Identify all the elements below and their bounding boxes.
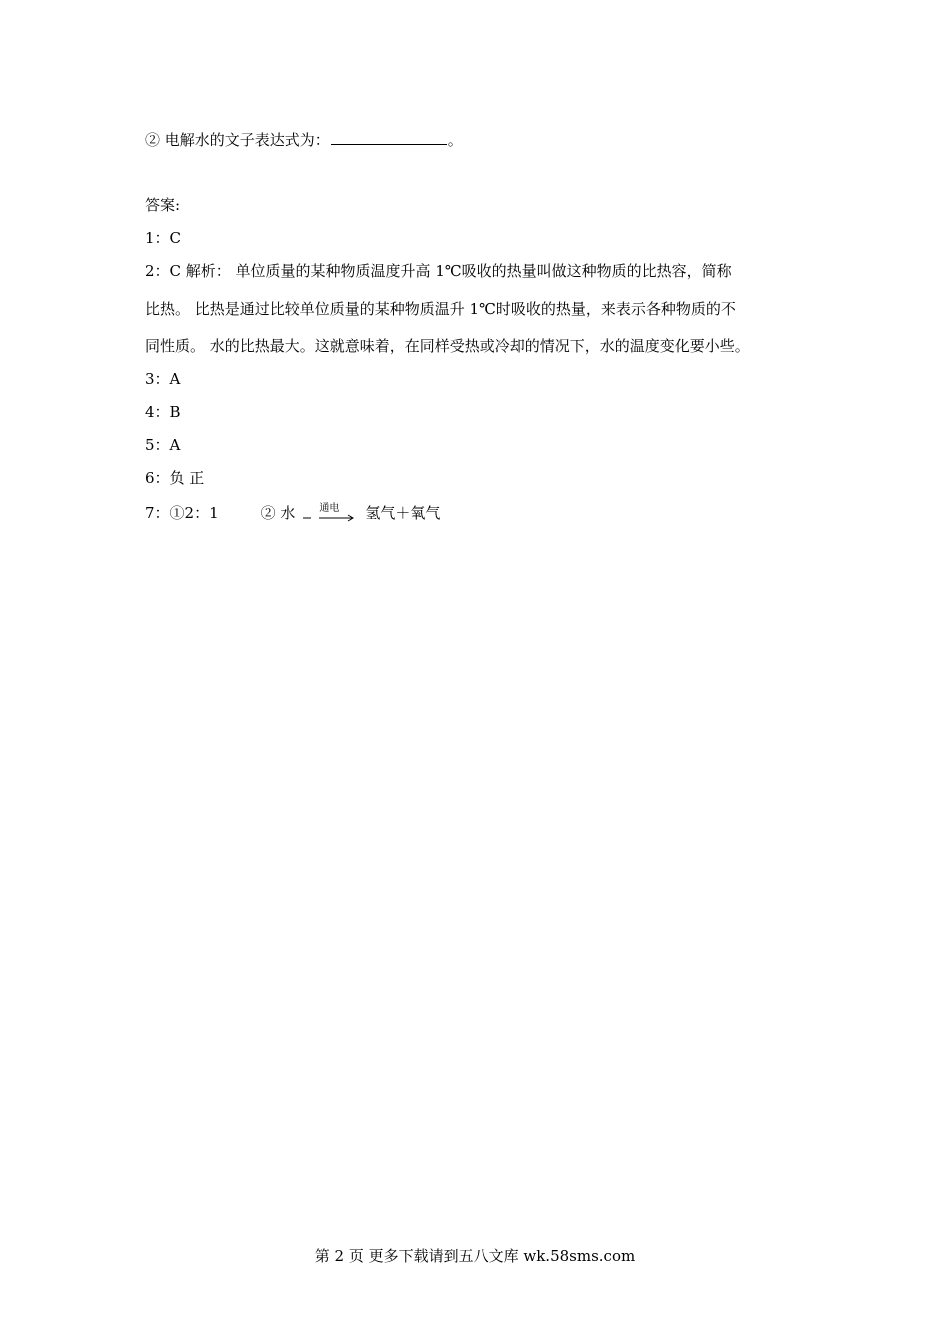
question-suffix: 。: [447, 131, 463, 149]
answer-3: 3：A: [145, 370, 181, 388]
answer-7: [145, 503, 440, 523]
answer-2-line-3: 同性质。 水的比热最大。这就意味着，在同样受热或冷却的情况下，水的温度变化要小些。: [145, 337, 750, 355]
answer-4: 4：B: [145, 403, 181, 421]
reaction-arrow: [301, 503, 357, 523]
answer-6: 6：负 正: [145, 469, 205, 487]
question-text: ② 电解水的文子表达式为：: [145, 131, 330, 149]
arrow-icon: [301, 513, 357, 523]
answer-5: 5：A: [145, 436, 181, 454]
answer-7-products: 氢气＋氧气: [365, 504, 441, 522]
answers-heading: 答案:: [145, 196, 181, 214]
answer-7-reactant: ② 水: [260, 504, 296, 522]
answer-1: 1：C: [145, 229, 182, 247]
answer-7-ratio: 7：①2：1: [145, 504, 219, 522]
answer-2-line-2: 比热。 比热是通过比较单位质量的某种物质温升 1℃时吸收的热量，来表示各种物质的不: [145, 300, 736, 318]
reaction-condition: 通电: [319, 503, 340, 514]
question-7-part2: [145, 129, 463, 149]
page-footer: 第 2 页 更多下载请到五八文库 wk.58sms.com: [314, 1247, 636, 1265]
answer-2-line-1: 2：C 解析： 单位质量的某种物质温度升高 1℃吸收的热量叫做这种物质的比热容，简称: [145, 262, 732, 280]
answer-blank: [331, 129, 447, 145]
